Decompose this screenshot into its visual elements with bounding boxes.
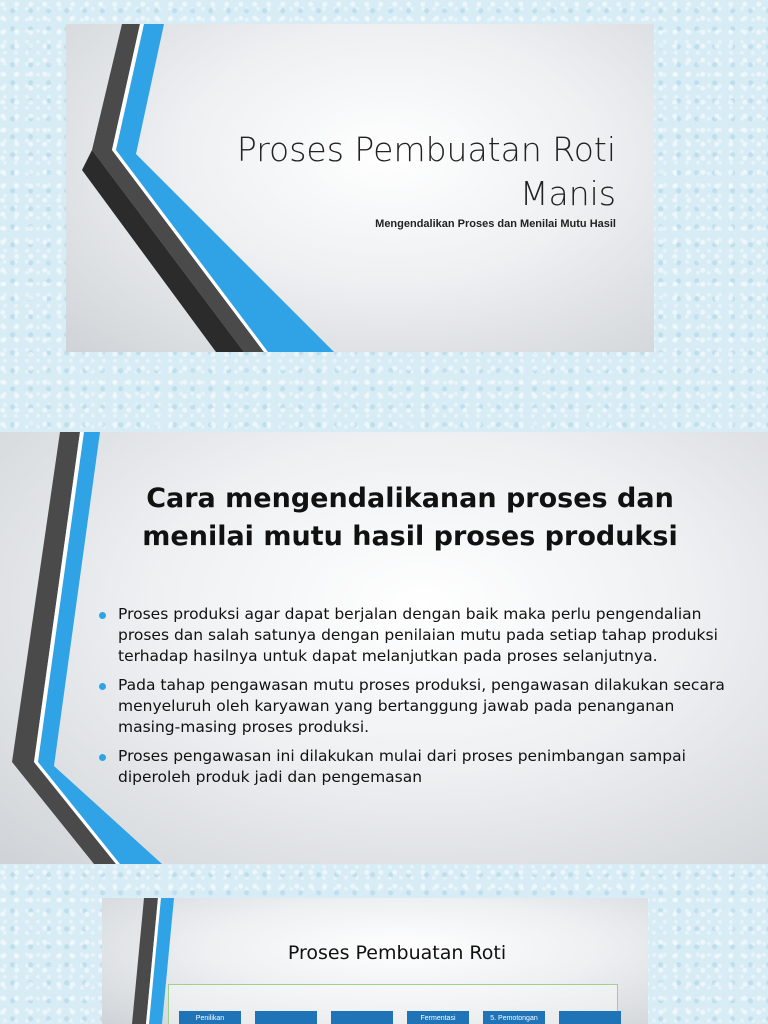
content-slide <box>0 432 768 864</box>
bullet-item <box>96 675 736 738</box>
bullet-item <box>96 746 736 788</box>
bullet-icon <box>99 754 106 761</box>
process-step: Fermentasi <box>407 1011 469 1024</box>
slide-heading: Proses Pembuatan Roti <box>287 942 507 964</box>
bullet-text: Proses produksi agar dapat berjalan dengan baik maka perlu pengendalian proses dan salah satunya dengan penilaian mutu pada setiap tahap produksi terhadap hasilnya untuk dapat melanjutkan pada proses selanjutnya. <box>118 605 718 665</box>
process-step: Penilikan <box>179 1011 241 1024</box>
bullet-text: Pada tahap pengawasan mutu proses produksi, pengawasan dilakukan secara menyeluruh oleh karyawan yang bertanggung jawab pada penanganan masing-masing proses produksi. <box>118 676 725 736</box>
bullet-icon <box>99 683 106 690</box>
process-diagram <box>168 984 618 1024</box>
bullet-text: Proses pengawasan ini dilakukan mulai dari proses penimbangan sampai diperoleh produk jadi dan pengemasan <box>118 747 686 786</box>
process-step <box>559 1011 621 1024</box>
bullet-item <box>96 604 736 667</box>
slide-subtitle: Mengendalikan Proses dan Menilai Mutu Hasil <box>375 218 616 230</box>
title-slide <box>66 24 654 352</box>
slide-title: Proses Pembuatan Roti Manis <box>236 130 616 213</box>
bullet-list <box>96 604 736 796</box>
slide-heading: Cara mengendalikanan proses dan menilai mutu hasil proses produksi <box>142 483 678 552</box>
process-step <box>255 1011 317 1024</box>
diagram-slide <box>102 898 648 1024</box>
process-step: 5. Pemotongan <box>483 1011 545 1024</box>
bullet-icon <box>99 612 106 619</box>
process-step <box>331 1011 393 1024</box>
